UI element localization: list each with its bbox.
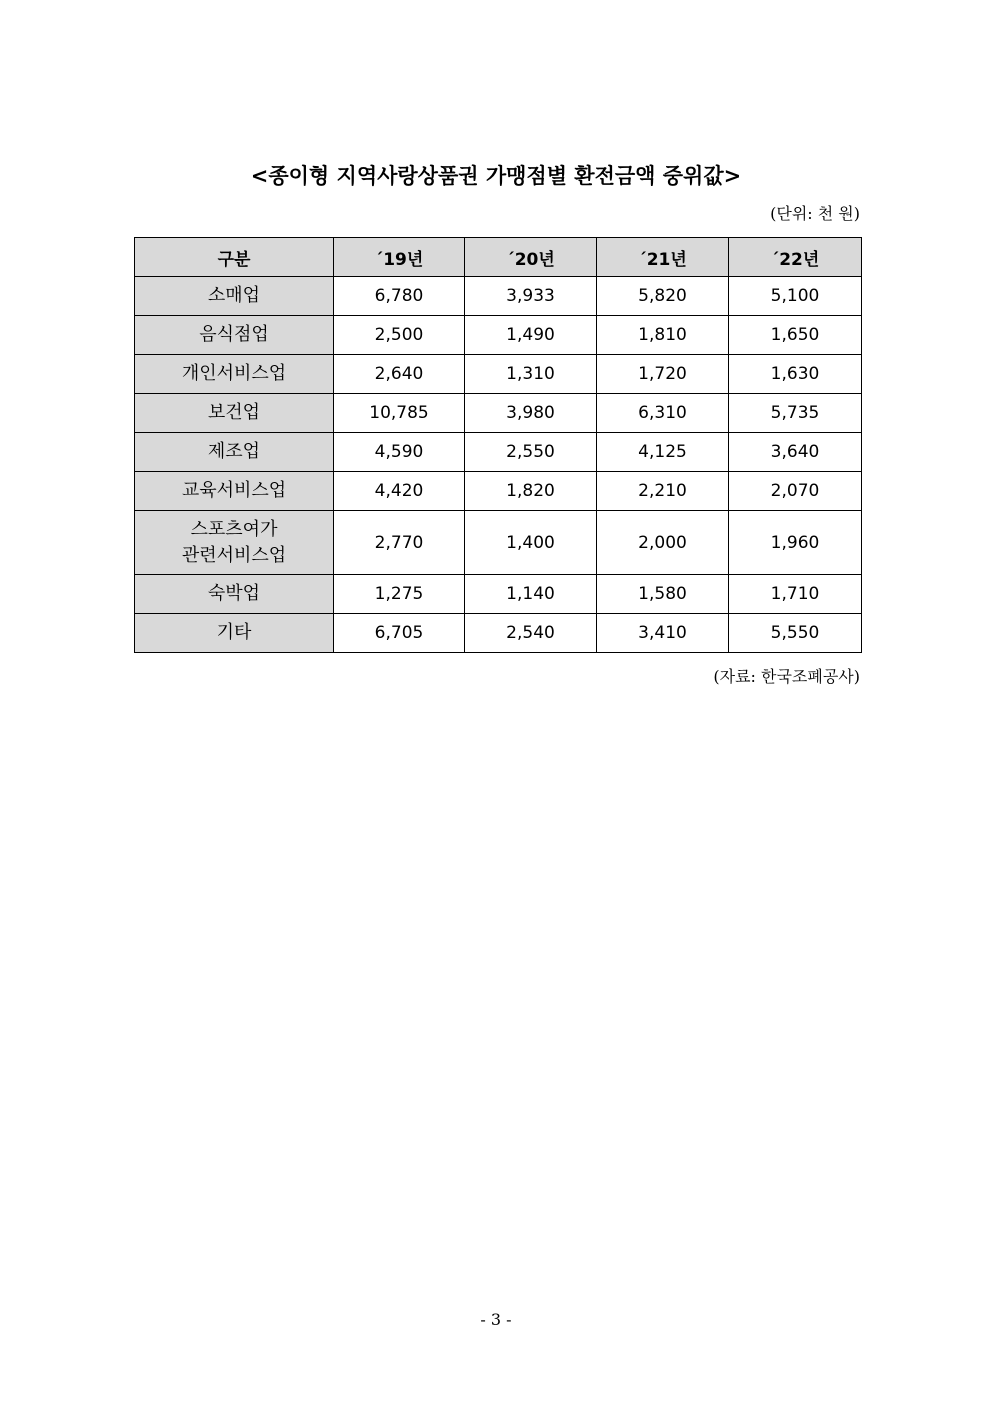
- cell-value: 1,310: [465, 355, 597, 394]
- page-number: - 3 -: [480, 1310, 512, 1329]
- cell-value: 5,735: [729, 394, 862, 433]
- cell-value: 1,710: [729, 575, 862, 614]
- cell-value: 2,540: [465, 614, 597, 653]
- row-category-line: 개인서비스업: [181, 363, 287, 384]
- table-row: [135, 433, 862, 472]
- cell-value: 1,400: [465, 511, 597, 575]
- row-category: [135, 316, 334, 355]
- row-category-line: 교육서비스업: [181, 480, 287, 501]
- row-category-line: 숙박업: [207, 583, 261, 604]
- row-category: [135, 394, 334, 433]
- row-category: [135, 575, 334, 614]
- cell-value: 1,960: [729, 511, 862, 575]
- cell-value: 1,275: [334, 575, 465, 614]
- table-row: [135, 575, 862, 614]
- row-category-line: 소매업: [207, 285, 261, 306]
- cell-value: 6,780: [334, 277, 465, 316]
- cell-value: 4,420: [334, 472, 465, 511]
- header-category: 구분: [135, 238, 334, 277]
- row-category-line: 보건업: [207, 402, 261, 423]
- cell-value: 5,550: [729, 614, 862, 653]
- row-category-line: 제조업: [207, 441, 261, 462]
- cell-value: 1,810: [597, 316, 729, 355]
- table-row: [135, 472, 862, 511]
- row-category: [135, 511, 334, 575]
- source-label: (자료: 한국조폐공사): [713, 667, 860, 686]
- cell-value: 5,100: [729, 277, 862, 316]
- table-row: [135, 394, 862, 433]
- cell-value: 1,490: [465, 316, 597, 355]
- cell-value: 4,590: [334, 433, 465, 472]
- row-category: [135, 472, 334, 511]
- cell-value: 3,980: [465, 394, 597, 433]
- cell-value: 2,550: [465, 433, 597, 472]
- row-category-line: 관련서비스업: [181, 544, 287, 566]
- cell-value: 4,125: [597, 433, 729, 472]
- cell-value: 10,785: [334, 394, 465, 433]
- table-row: [135, 316, 862, 355]
- cell-value: 3,933: [465, 277, 597, 316]
- header-2020: ´20년: [465, 238, 597, 277]
- table-row: [135, 614, 862, 653]
- cell-value: 1,820: [465, 472, 597, 511]
- cell-value: 2,770: [334, 511, 465, 575]
- cell-value: 1,630: [729, 355, 862, 394]
- cell-value: 2,210: [597, 472, 729, 511]
- row-category: [135, 355, 334, 394]
- cell-value: 2,640: [334, 355, 465, 394]
- table-row: [135, 355, 862, 394]
- row-category-line: 기타: [216, 622, 252, 643]
- median-exchange-table: [134, 237, 862, 653]
- table-row: [135, 511, 862, 575]
- header-2022: ´22년: [729, 238, 862, 277]
- cell-value: 5,820: [597, 277, 729, 316]
- cell-value: 1,720: [597, 355, 729, 394]
- header-2021: ´21년: [597, 238, 729, 277]
- cell-value: 1,140: [465, 575, 597, 614]
- table-header-row: [135, 238, 862, 277]
- cell-value: 3,640: [729, 433, 862, 472]
- cell-value: 2,070: [729, 472, 862, 511]
- cell-value: 6,705: [334, 614, 465, 653]
- unit-label: (단위: 천 원): [770, 204, 860, 223]
- cell-value: 1,650: [729, 316, 862, 355]
- table-row: [135, 277, 862, 316]
- row-category: [135, 277, 334, 316]
- cell-value: 3,410: [597, 614, 729, 653]
- header-2019: ´19년: [334, 238, 465, 277]
- cell-value: 1,580: [597, 575, 729, 614]
- cell-value: 2,000: [597, 511, 729, 575]
- table-title: <종이형 지역사랑상품권 가맹점별 환전금액 중위값>: [250, 163, 742, 188]
- row-category: [135, 614, 334, 653]
- row-category-line: 스포츠여가: [190, 518, 278, 540]
- row-category: [135, 433, 334, 472]
- row-category-line: 음식점업: [199, 324, 269, 345]
- cell-value: 6,310: [597, 394, 729, 433]
- cell-value: 2,500: [334, 316, 465, 355]
